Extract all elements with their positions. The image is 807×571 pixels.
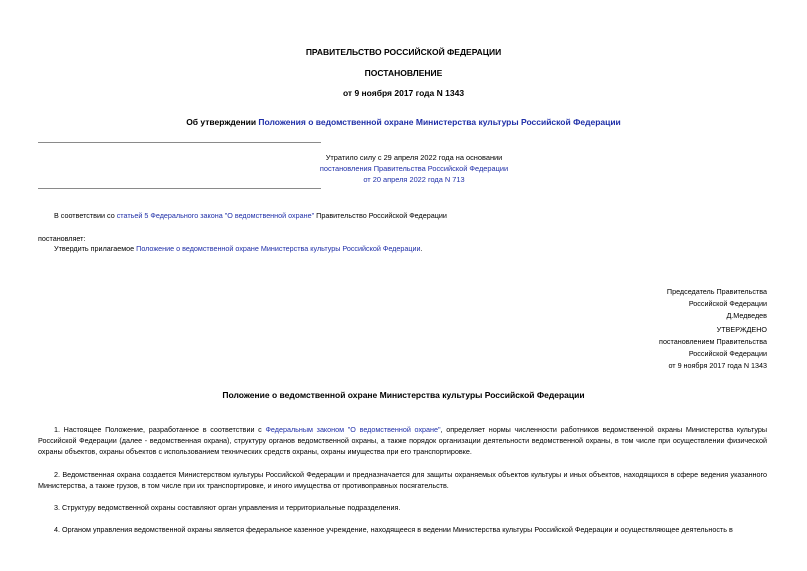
signature-block bbox=[667, 286, 767, 322]
paragraph-1-prefix: 1. Настоящее Положение, разработанное в соответствии с bbox=[54, 425, 266, 434]
approve-suffix: . bbox=[420, 244, 423, 253]
paragraph-3 bbox=[38, 502, 767, 513]
preamble-law-link[interactable]: статьей 5 Федерального закона "О ведомственной охране" bbox=[116, 211, 315, 220]
status-note-link2[interactable]: от 20 апреля 2022 года N 713 bbox=[363, 175, 465, 184]
paragraph-2-text: 2. Ведомственная охрана создается Министерством культуры Российской Федерации и предназначается для защиты охраняемых объектов культуры и иных объектов, находящихся в сфере ведения указанного Министерства, а также грузов, в том числе при их транспортировке, и иного имущества от противоправных посягательств. bbox=[38, 470, 767, 491]
approval-block bbox=[659, 324, 767, 372]
signature-line2: Российской Федерации bbox=[688, 299, 767, 308]
approval-line1: УТВЕРЖДЕНО bbox=[716, 325, 767, 334]
status-divider-bottom bbox=[38, 188, 321, 189]
status-note bbox=[314, 152, 514, 185]
document-title-link[interactable]: Положения о ведомственной охране Министерства культуры Российской Федерации bbox=[258, 117, 621, 127]
approve-clause bbox=[54, 244, 423, 253]
signature-line3: Д.Медведев bbox=[726, 311, 767, 320]
status-note-link1[interactable]: постановления Правительства Российской Федерации bbox=[319, 164, 509, 173]
paragraph-1-suffix: , определяет нормы численности работников ведомственной охраны Министерства культуры Российской Федерации (далее - ведомственная охрана), структуру органов ведомственной охраны, а также порядок организации деятельности ведомственной охраны, в том числе при осуществлении физической охраны объектов, охраны объектов с использованием технических средств охраны, охраны имущества при его транспортировке. bbox=[38, 425, 768, 457]
status-divider-top bbox=[38, 142, 321, 143]
paragraph-3-text: 3. Структуру ведомственной охраны составляют орган управления и территориальные подразделения. bbox=[54, 503, 401, 512]
resolves-text: постановляет: bbox=[38, 234, 86, 243]
paragraph-1-law-link[interactable]: Федеральным законом "О ведомственной охране" bbox=[265, 425, 441, 434]
approve-regulation-link[interactable]: Положение о ведомственной охране Министерства культуры Российской Федерации bbox=[136, 244, 421, 253]
document-date-number: от 9 ноября 2017 года N 1343 bbox=[342, 88, 465, 98]
paragraph-1 bbox=[38, 424, 767, 458]
approval-line3: Российской Федерации bbox=[688, 349, 767, 358]
document-type: ПОСТАНОВЛЕНИЕ bbox=[364, 68, 443, 78]
document-title bbox=[0, 117, 807, 127]
preamble-suffix: Правительство Российской Федерации bbox=[314, 211, 447, 220]
approval-line4: от 9 ноября 2017 года N 1343 bbox=[668, 361, 767, 370]
preamble bbox=[54, 211, 447, 220]
paragraph-4 bbox=[38, 524, 767, 535]
signature-line1: Председатель Правительства bbox=[666, 287, 767, 296]
document-title-prefix: Об утверждении bbox=[186, 117, 259, 127]
paragraph-4-text: 4. Органом управления ведомственной охраны является федеральное казенное учреждение, находящееся в ведении Министерства культуры Российской Федерации и осуществляющее деятельность в bbox=[54, 525, 733, 534]
government-name: ПРАВИТЕЛЬСТВО РОССИЙСКОЙ ФЕДЕРАЦИИ bbox=[305, 47, 502, 57]
regulation-title: Положение о ведомственной охране Министерства культуры Российской Федерации bbox=[222, 390, 585, 400]
status-note-line1: Утратило силу с 29 апреля 2022 года на основании bbox=[325, 153, 503, 162]
preamble-prefix: В соответствии со bbox=[54, 211, 117, 220]
paragraph-2 bbox=[38, 469, 767, 491]
approval-line2: постановлением Правительства bbox=[659, 337, 767, 346]
approve-prefix: Утвердить прилагаемое bbox=[54, 244, 137, 253]
